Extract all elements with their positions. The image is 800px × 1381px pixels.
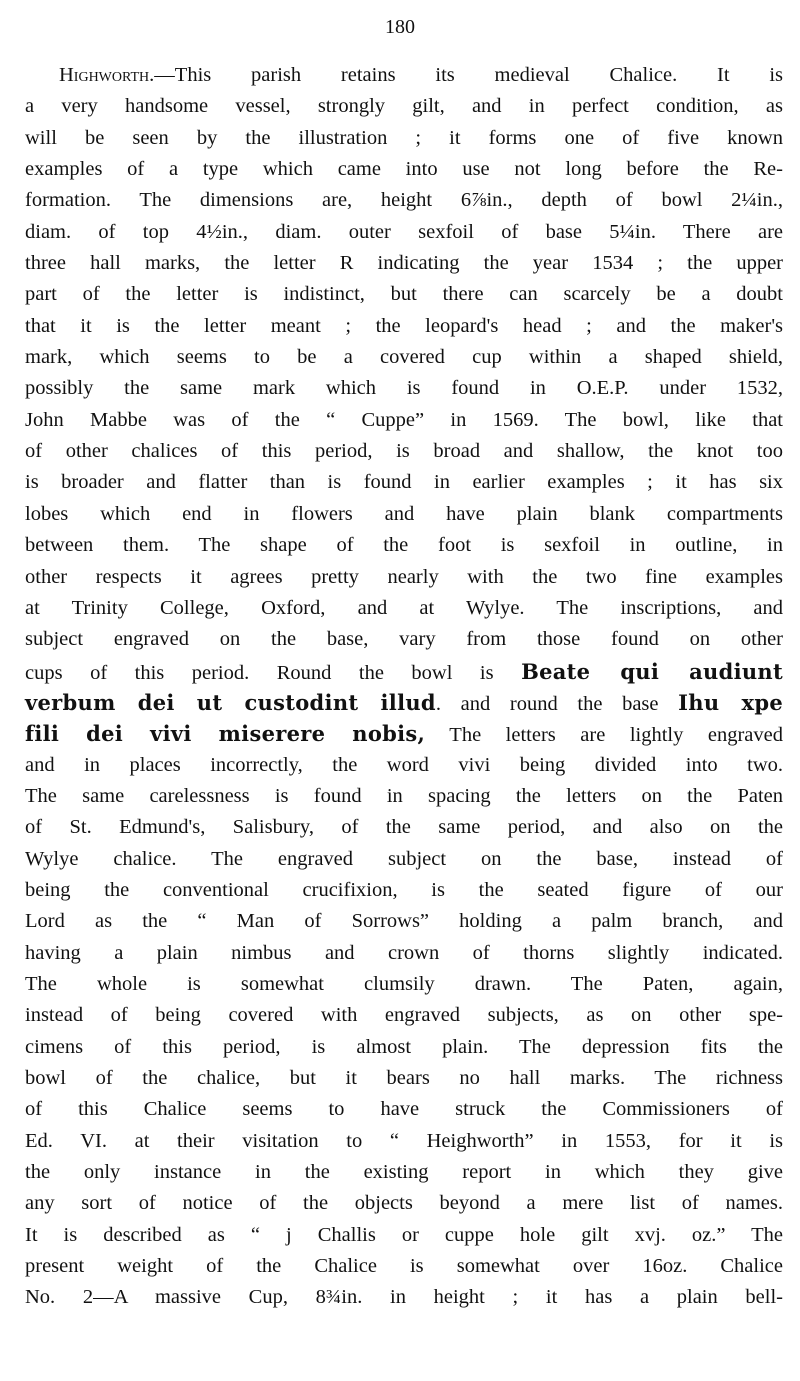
text-segment: The same carelessness is found in spacing the letters on the Paten (25, 784, 783, 807)
text-segment: bowl of the chalice, but it bears no hall marks. The richness (25, 1067, 783, 1089)
text-line (25, 60, 783, 91)
text-segment: any sort of notice of the objects beyond a mere list of names. (25, 1192, 783, 1215)
text-line (25, 467, 783, 498)
text-segment: John Mabbe was of the “ Cuppe” in 1569. The bowl, like that (25, 408, 783, 431)
text-line (25, 938, 783, 969)
text-segment: is broader and flatter than is found in earlier examples ; it has six (25, 471, 783, 494)
text-line (25, 562, 783, 593)
text-segment: The letters are lightly engraved (425, 724, 783, 747)
text-segment: No. 2—A massive Cup, 8¾in. in height ; it has a plain bell- (25, 1286, 783, 1309)
text-line (25, 405, 783, 436)
text-line (25, 436, 783, 467)
text-line (25, 1063, 783, 1094)
blackletter-inscription: fili dei vivi miserere nobis, (25, 721, 426, 747)
text-line (25, 1032, 783, 1063)
text-segment: possibly the same mark which is found in O.E.P. under 1532, (25, 377, 783, 400)
text-line (25, 1188, 783, 1219)
text-segment: at Trinity College, Oxford, and at Wylye. The inscriptions, and (25, 596, 783, 619)
text-segment: lobes which end in flowers and have plain blank compartments (25, 502, 783, 525)
text-line (25, 530, 783, 561)
text-segment: being the conventional crucifixion, is the seated figure of our (25, 878, 783, 901)
text-segment: formation. The dimensions are, height 6⅞in., depth of bowl 2¼in., (25, 189, 783, 212)
text-segment: a very handsome vessel, strongly gilt, and in perfect condition, as (25, 95, 783, 118)
text-line (25, 656, 783, 687)
text-line (25, 1251, 783, 1282)
text-line (25, 750, 783, 781)
text-segment: that it is the letter meant ; the leopard's head ; and the maker's (25, 314, 783, 337)
text-segment: between them. The shape of the foot is sexfoil in outline, in (25, 534, 783, 557)
text-segment: having a plain nimbus and crown of thorns slightly indicated. (25, 941, 783, 964)
text-line (25, 875, 783, 906)
text-line (25, 812, 783, 843)
blackletter-inscription: Beate qui audiunt (521, 658, 783, 684)
text-line (25, 1094, 783, 1125)
text-line (25, 311, 783, 342)
text-line (25, 624, 783, 655)
text-line (25, 217, 783, 248)
text-line (25, 1000, 783, 1031)
body-text (25, 60, 783, 1314)
text-line (25, 781, 783, 812)
text-line (25, 91, 783, 122)
text-line (25, 1282, 783, 1313)
text-segment: diam. of top 4½in., diam. outer sexfoil of base 5¼in. There are (25, 220, 783, 243)
text-segment: will be seen by the illustration ; it forms one of five known (25, 126, 783, 149)
text-segment: the only instance in the existing report in which they give (25, 1161, 783, 1184)
text-line (25, 342, 783, 373)
text-line (25, 279, 783, 310)
blackletter-inscription: Ihu xpe (678, 689, 783, 715)
text-segment: Wylye chalice. The engraved subject on the base, instead of (25, 847, 783, 870)
text-segment: three hall marks, the letter R indicating the year 1534 ; the upper (25, 252, 783, 275)
text-segment: of St. Edmund's, Salisbury, of the same period, and also on the (25, 816, 783, 839)
text-segment: Lord as the “ Man of Sorrows” holding a palm branch, and (25, 910, 783, 933)
text-line (25, 499, 783, 530)
text-segment: —This parish retains its medieval Chalice. It is (154, 64, 783, 86)
text-line (25, 248, 783, 279)
text-segment: examples of a type which came into use not long before the Re- (25, 158, 783, 181)
text-segment: instead of being covered with engraved subjects, as on other spe- (25, 1004, 783, 1027)
text-segment: cimens of this period, is almost plain. The depression fits the (25, 1035, 783, 1058)
text-segment: . and round the base (435, 692, 679, 715)
blackletter-inscription: verbum dei ut custodint illud (25, 689, 436, 715)
text-segment: mark, which seems to be a covered cup within a shaped shield, (25, 346, 783, 369)
text-segment: cups of this period. Round the bowl is (25, 661, 522, 684)
text-segment: subject engraved on the base, vary from those found on other (25, 628, 783, 651)
text-line (25, 593, 783, 624)
text-line (25, 844, 783, 875)
text-segment: It is described as “ j Challis or cuppe hole gilt xvj. oz.” The (25, 1223, 783, 1246)
text-line (25, 906, 783, 937)
text-line (25, 154, 783, 185)
text-segment: other respects it agrees pretty nearly with the two fine examples (25, 565, 783, 588)
text-segment: part of the letter is indistinct, but there can scarcely be a doubt (25, 283, 783, 306)
text-line (25, 123, 783, 154)
section-heading: Highworth. (59, 64, 155, 86)
text-segment: and in places incorrectly, the word vivi being divided into two. (25, 753, 783, 776)
text-line (25, 1157, 783, 1188)
text-segment: The whole is somewhat clumsily drawn. The Paten, again, (25, 972, 783, 995)
text-segment: present weight of the Chalice is somewhat over 16oz. Chalice (25, 1255, 783, 1278)
text-line (25, 373, 783, 404)
text-segment: Ed. VI. at their visitation to “ Heighworth” in 1553, for it is (25, 1129, 783, 1152)
text-line (25, 185, 783, 216)
text-segment: of this Chalice seems to have struck the Commissioners of (25, 1098, 783, 1121)
text-line (25, 1220, 783, 1251)
text-line (25, 1126, 783, 1157)
text-segment: of other chalices of this period, is broad and shallow, the knot too (25, 440, 783, 463)
text-line (25, 969, 783, 1000)
page-number: 180 (385, 16, 415, 38)
text-line (25, 687, 783, 718)
text-line (25, 718, 783, 749)
